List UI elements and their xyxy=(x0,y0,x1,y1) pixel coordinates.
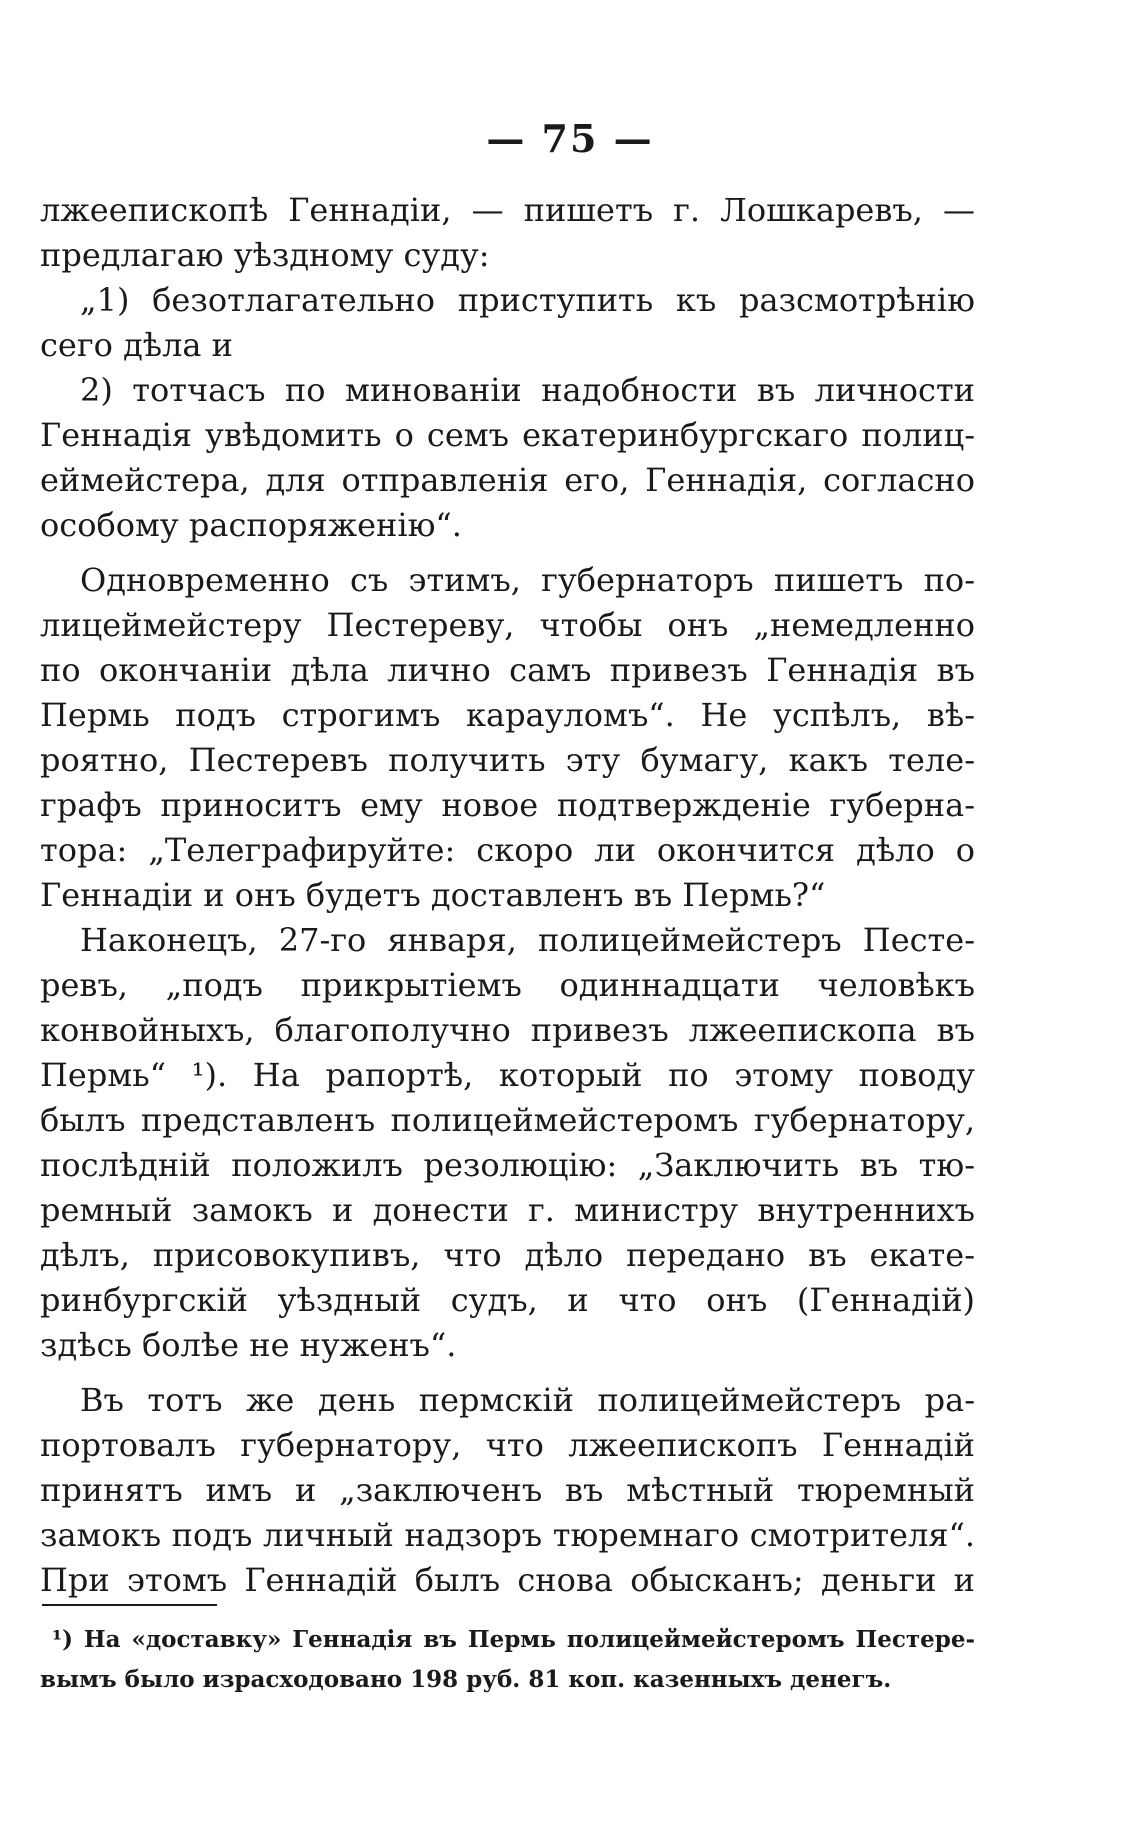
text-line: лжеепископѣ Геннадіи, — пишетъ г. Лошкаревъ, — xyxy=(40,191,975,229)
text-line: 2) тотчасъ по минованіи надобности въ личности xyxy=(80,371,975,409)
footnote-line: ¹) На «доставку» Геннадія въ Пермь полицеймейстеромъ Пестере- xyxy=(52,1626,975,1653)
text-line: тора: „Телеграфируйте: скоро ли окончится дѣло о xyxy=(40,831,975,869)
text-line: Наконецъ, 27-го января, полицеймейстеръ Песте- xyxy=(80,921,975,959)
text-line: былъ представленъ полицеймейстеромъ губернатору, xyxy=(40,1101,975,1139)
text-line: ревъ, „подъ прикрытіемъ одиннадцати человѣкъ xyxy=(40,966,975,1004)
text-line: ремный замокъ и донести г. министру внутреннихъ xyxy=(40,1191,975,1229)
page-number: — 75 — xyxy=(486,116,654,161)
text-line: принятъ имъ и „заключенъ въ мѣстный тюремный xyxy=(40,1471,975,1509)
text-line: особому распоряженію“. xyxy=(40,506,462,544)
text-line: сего дѣла и xyxy=(40,326,233,364)
text-line: лицеймейстеру Пестереву, чтобы онъ „немедленно xyxy=(40,606,975,644)
text-line: роятно, Пестеревъ получить эту бумагу, какъ теле- xyxy=(40,741,975,779)
text-line: Геннадіи и онъ будетъ доставленъ въ Пермь?“ xyxy=(40,876,826,914)
text-line: Пермь“ ¹). На рапортѣ, который по этому поводу xyxy=(40,1056,975,1094)
footnote-line: вымъ было израсходовано 198 руб. 81 коп. казенныхъ денегъ. xyxy=(40,1666,892,1693)
text-line: „1) безотлагательно приступить къ разсмотрѣнію xyxy=(80,281,975,319)
text-line: еймейстера, для отправленія его, Геннадія, согласно xyxy=(40,461,975,499)
text-line: замокъ подъ личный надзоръ тюремнаго смотрителя“. xyxy=(40,1516,975,1554)
text-line: Геннадія увѣдомить о семъ екатеринбургскаго полиц- xyxy=(40,416,975,454)
text-line: ринбургскій уѣздный судъ, и что онъ (Геннадій) xyxy=(40,1281,975,1319)
text-line: Пермь подъ строгимъ карауломъ“. Не успѣлъ, вѣ- xyxy=(40,696,975,734)
text-line: послѣдній положилъ резолюцію: „Заключить въ тю- xyxy=(40,1146,975,1184)
footnotes xyxy=(40,1620,975,1700)
text-line: предлагаю уѣздному суду: xyxy=(40,236,490,274)
text-line: по окончаніи дѣла лично самъ привезъ Геннадія въ xyxy=(40,651,975,689)
text-line: конвойныхъ, благополучно привезъ лжеепископа въ xyxy=(40,1011,975,1049)
text-line: портовалъ губернатору, что лжеепископъ Геннадій xyxy=(40,1426,975,1464)
footnote-divider xyxy=(42,1604,217,1606)
text-line: При этомъ Геннадій былъ снова обысканъ; деньги и xyxy=(40,1561,975,1599)
body-text xyxy=(40,188,975,1603)
text-line: графъ приноситъ ему новое подтвержденіе губерна- xyxy=(40,786,975,824)
text-line: здѣсь болѣе не нуженъ“. xyxy=(40,1326,457,1364)
text-line: дѣлъ, присовокупивъ, что дѣло передано въ екате- xyxy=(40,1236,975,1274)
text-line: Одновременно съ этимъ, губернаторъ пишетъ по- xyxy=(80,561,975,599)
text-line: Въ тотъ же день пермскій полицеймейстеръ ра- xyxy=(80,1381,975,1419)
